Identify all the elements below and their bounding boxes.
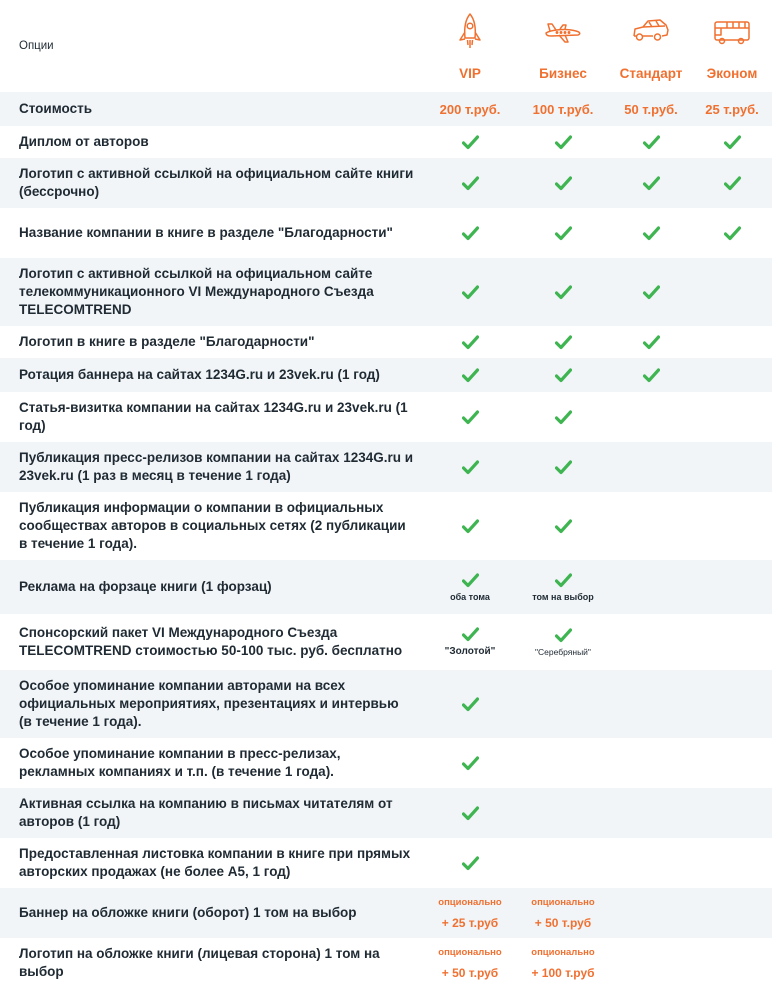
check-icon: [643, 335, 660, 350]
table-row: [0, 258, 772, 326]
check-icon: [462, 573, 479, 588]
row-label: Статья-визитка компании на сайтах 1234G.ru и 23vek.ru (1 год): [19, 400, 408, 433]
row-note: том на выбор: [532, 591, 594, 602]
check-icon: [462, 627, 479, 642]
table-row: [0, 788, 772, 838]
check-icon: [462, 519, 479, 534]
price-standard: 50 т.руб.: [624, 101, 678, 117]
row-label: Диплом от авторов: [19, 134, 149, 149]
row-label: Спонсорский пакет VI Международного Съезда TELECOMTREND стоимостью 50-100 тыс. руб. бесплатно: [19, 625, 403, 658]
check-icon: [462, 460, 479, 475]
plan-header-economy: [692, 0, 772, 92]
plan-header-vip: [424, 0, 516, 92]
check-icon: [462, 226, 479, 241]
check-icon: [555, 628, 572, 643]
check-icon: [462, 135, 479, 150]
check-icon: [643, 368, 660, 383]
check-icon: [555, 135, 572, 150]
table-row: [0, 738, 772, 788]
row-label: Предоставленная листовка компании в книге при прямых авторских продажах (не более А5, 1 год): [19, 846, 411, 879]
table-row: [0, 326, 772, 358]
row-label: Логотип с активной ссылкой на официальном сайте телекоммуникационного VI Международного Съезда TELECOMTREND: [19, 266, 374, 317]
check-icon: [555, 573, 572, 588]
table-row: [0, 560, 772, 614]
row-label: Логотип в книге в разделе "Благодарности": [19, 334, 315, 349]
car-icon: [631, 12, 671, 52]
table-row: [0, 888, 772, 938]
table-header: [0, 0, 772, 92]
table-row: [0, 670, 772, 738]
row-label: Логотип с активной ссылкой на официальном сайте книги (бессрочно): [19, 166, 414, 199]
check-icon: [555, 410, 572, 425]
optional-price: + 50 т.руб: [534, 915, 592, 930]
check-icon: [555, 176, 572, 191]
check-icon: [462, 285, 479, 300]
row-note: "Золотой": [444, 646, 496, 657]
table-row: [0, 126, 772, 158]
row-label: Логотип на обложке книги (лицевая сторона) 1 том на выбор: [19, 946, 380, 979]
table-row: [0, 614, 772, 670]
rocket-icon: [450, 12, 490, 52]
check-icon: [555, 285, 572, 300]
optional-price: + 100 т.руб: [531, 965, 595, 980]
check-icon: [555, 226, 572, 241]
table-row: [0, 838, 772, 888]
row-label: Название компании в книге в разделе "Благодарности": [19, 225, 393, 240]
optional-note: опционально: [531, 896, 595, 908]
options-header: Опции: [19, 40, 54, 52]
table-row: [0, 158, 772, 208]
row-label: Активная ссылка на компанию в письмах читателям от авторов (1 год): [19, 796, 393, 829]
table-row: [0, 392, 772, 442]
row-note: "Серебряный": [535, 646, 591, 657]
check-icon: [462, 806, 479, 821]
optional-price: + 50 т.руб: [441, 965, 499, 980]
table-row: [0, 938, 772, 988]
price-vip: 200 т.руб.: [439, 101, 501, 117]
row-note: оба тома: [450, 591, 490, 602]
row-label: Публикация информации о компании в официальных сообществах авторов в социальных сетях (2 публикации в течение 1 года).: [19, 500, 406, 551]
check-icon: [462, 176, 479, 191]
check-icon: [462, 335, 479, 350]
price-economy: 25 т.руб.: [705, 101, 759, 117]
plan-header-business: [516, 0, 610, 92]
check-icon: [555, 519, 572, 534]
plan-name-standard: Стандарт: [619, 66, 683, 81]
optional-note: опционально: [438, 946, 502, 958]
check-icon: [555, 460, 572, 475]
row-label: Особое упоминание компании авторами на всех официальных мероприятиях, презентациях и интервью (в течение 1 года).: [19, 678, 399, 729]
row-label: Баннер на обложке книги (оборот) 1 том на выбор: [19, 905, 357, 920]
plan-name-economy: Эконом: [706, 66, 758, 81]
table-row: [0, 208, 772, 258]
row-label: Стоимость: [19, 101, 93, 116]
check-icon: [462, 410, 479, 425]
row-label: Особое упоминание компании в пресс-релизах, рекламных компаниях и т.п. (в течение 1 года).: [19, 746, 341, 779]
check-icon: [643, 135, 660, 150]
row-label: Реклама на форзаце книги (1 форзац): [19, 579, 272, 594]
check-icon: [724, 176, 741, 191]
jet-icon: [543, 12, 583, 52]
bus-icon: [712, 12, 752, 52]
check-icon: [724, 226, 741, 241]
price-business: 100 т.руб.: [532, 101, 594, 117]
row-label: Публикация пресс-релизов компании на сайтах 1234G.ru и 23vek.ru (1 раз в месяц в течение 1 года): [19, 450, 414, 483]
plan-name-business: Бизнес: [539, 66, 587, 81]
optional-price: + 25 т.руб: [441, 915, 499, 930]
check-icon: [462, 368, 479, 383]
plan-header-standard: [610, 0, 692, 92]
check-icon: [555, 368, 572, 383]
table-row: [0, 358, 772, 392]
table-row: [0, 492, 772, 560]
plan-name-vip: VIP: [459, 66, 481, 81]
check-icon: [724, 135, 741, 150]
check-icon: [643, 176, 660, 191]
check-icon: [643, 285, 660, 300]
table-row: [0, 92, 772, 126]
check-icon: [643, 226, 660, 241]
row-label: Ротация баннера на сайтах 1234G.ru и 23vek.ru (1 год): [19, 367, 380, 382]
check-icon: [462, 756, 479, 771]
check-icon: [462, 856, 479, 871]
check-icon: [555, 335, 572, 350]
table-row: [0, 442, 772, 492]
optional-note: опционально: [531, 946, 595, 958]
check-icon: [462, 697, 479, 712]
optional-note: опционально: [438, 896, 502, 908]
